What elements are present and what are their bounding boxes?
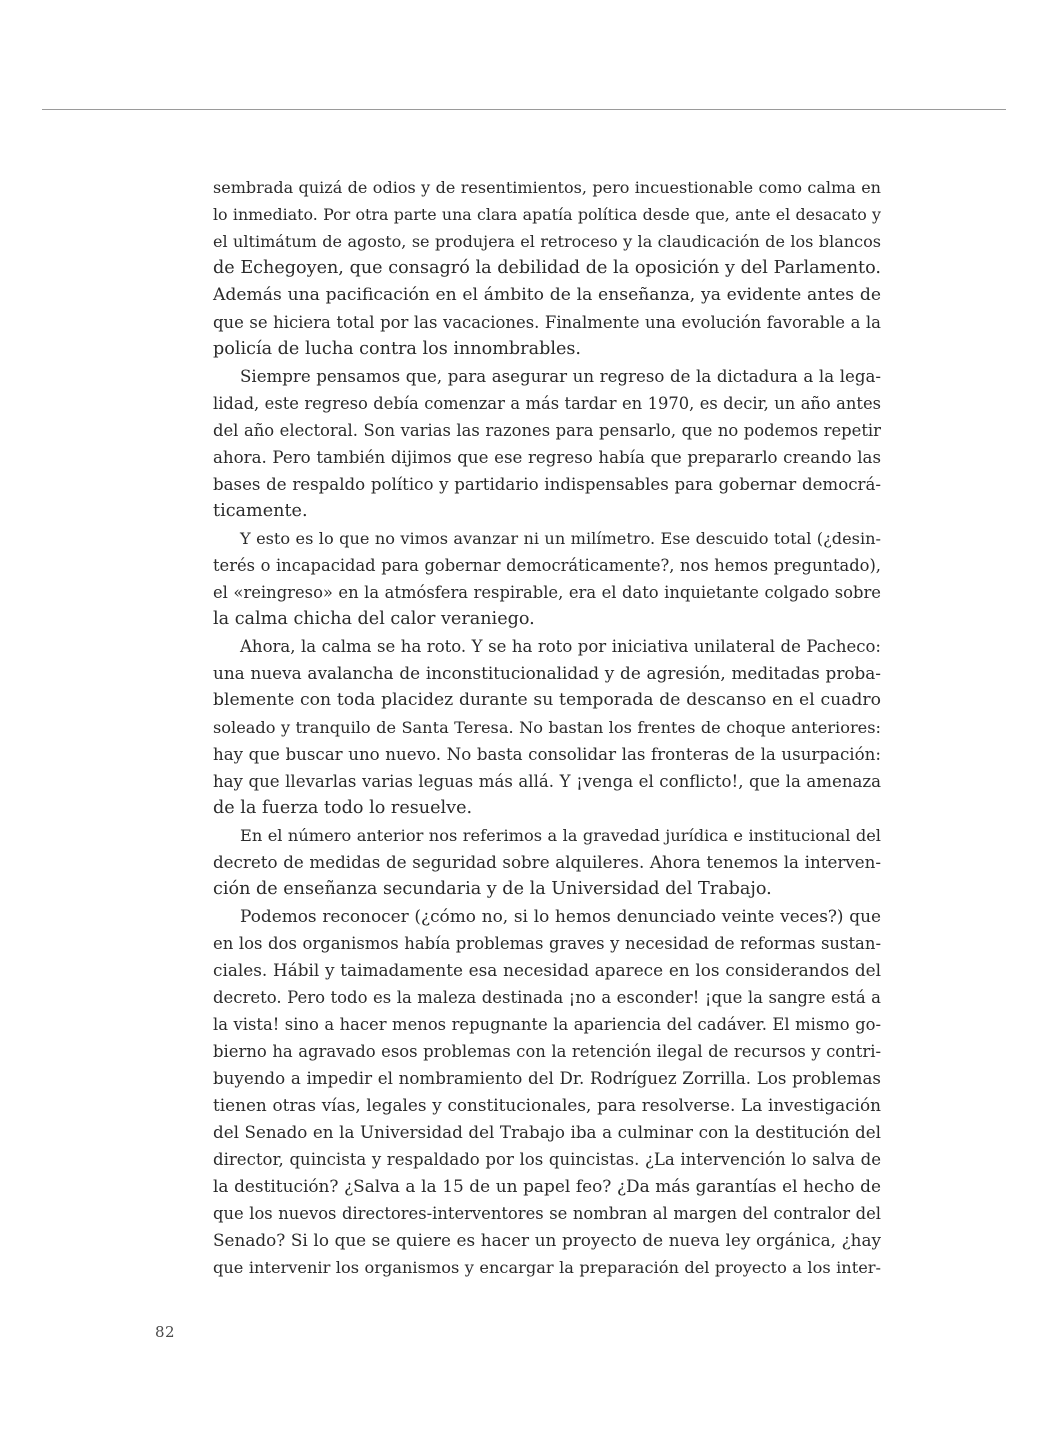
text-line: soleado y tranquilo de Santa Teresa. No bastan los frentes de choque anteriores:: [213, 718, 881, 737]
text-line: del Senado en la Universidad del Trabajo iba a culminar con la destitución del: [213, 1122, 881, 1142]
text-line: decreto. Pero todo es la maleza destinada ¡no a esconder! ¡que la sangre está a: [213, 988, 881, 1007]
text-line: decreto de medidas de seguridad sobre alquileres. Ahora tenemos la interven-: [213, 852, 881, 872]
page-number: 82: [155, 1323, 176, 1341]
text-line: que los nuevos directores-interventores se nombran al margen del contralor del: [213, 1204, 881, 1223]
text-line: la calma chicha del calor veraniego.: [213, 609, 535, 629]
text-line: hay que llevarlas varias leguas más allá. Y ¡venga el conflicto!, que la amenaza: [213, 772, 881, 791]
text-line: lo inmediato. Por otra parte una clara apatía política desde que, ante el desacato y: [213, 205, 881, 224]
text-line: policía de lucha contra los innombrables.: [213, 339, 581, 359]
text-line: que se hiciera total por las vacaciones. Finalmente una evolución favorable a la: [213, 313, 881, 332]
text-line: bases de respaldo político y partidario indispensables para gobernar democrá-: [213, 475, 881, 494]
text-line: Además una pacificación en el ámbito de la enseñanza, ya evidente antes de: [213, 285, 881, 305]
text-line: Y esto es lo que no vimos avanzar ni un milímetro. Ese descuido total (¿desin-: [240, 529, 881, 548]
text-line: Ahora, la calma se ha roto. Y se ha roto por iniciativa unilateral de Pacheco:: [240, 637, 881, 656]
text-line: de la fuerza todo lo resuelve.: [213, 798, 473, 818]
text-line: hay que buscar uno nuevo. No basta consolidar las fronteras de la usurpación:: [213, 745, 881, 764]
text-line: que intervenir los organismos y encargar la preparación del proyecto a los inter-: [213, 1258, 881, 1277]
text-line: el ultimátum de agosto, se produjera el retroceso y la claudicación de los blancos: [213, 232, 881, 251]
text-line: Siempre pensamos que, para asegurar un regreso de la dictadura a la lega-: [240, 367, 881, 386]
text-line: sembrada quizá de odios y de resentimientos, pero incuestionable como calma en: [213, 178, 881, 197]
text-line: En el número anterior nos referimos a la gravedad jurídica e institucional del: [240, 826, 881, 845]
text-line: ticamente.: [213, 501, 308, 521]
text-line: terés o incapacidad para gobernar democráticamente?, nos hemos preguntado),: [213, 556, 881, 575]
text-line: bierno ha agravado esos problemas con la retención ilegal de recursos y contri-: [213, 1042, 881, 1061]
text-line: ciales. Hábil y taimadamente esa necesidad aparece en los considerandos del: [213, 960, 881, 980]
text-line: una nueva avalancha de inconstitucionalidad y de agresión, meditadas proba-: [213, 663, 881, 683]
text-line: ción de enseñanza secundaria y de la Universidad del Trabajo.: [213, 879, 772, 899]
text-line: del año electoral. Son varias las razones para pensarlo, que no podemos repetir: [213, 421, 881, 440]
text-line: director, quincista y respaldado por los quincistas. ¿La intervención lo salva de: [213, 1150, 881, 1169]
text-line: el «reingreso» en la atmósfera respirable, era el dato inquietante colgado sobre: [213, 583, 881, 602]
body-text: [213, 174, 881, 1281]
text-line: Senado? Si lo que se quiere es hacer un proyecto de nueva ley orgánica, ¿hay: [213, 1230, 881, 1250]
header-rule: [42, 109, 1006, 110]
text-line: tienen otras vías, legales y constitucionales, para resolverse. La investigación: [213, 1095, 881, 1115]
text-line: Podemos reconocer (¿cómo no, si lo hemos denunciado veinte veces?) que: [240, 906, 881, 926]
text-line: ahora. Pero también dijimos que ese regreso había que prepararlo creando las: [213, 448, 881, 467]
text-line: buyendo a impedir el nombramiento del Dr. Rodríguez Zorrilla. Los problemas: [213, 1069, 881, 1088]
text-line: la vista! sino a hacer menos repugnante la apariencia del cadáver. El mismo go-: [213, 1015, 881, 1034]
text-line: la destitución? ¿Salva a la 15 de un papel feo? ¿Da más garantías el hecho de: [213, 1176, 881, 1196]
text-line: lidad, este regreso debía comenzar a más tardar en 1970, es decir, un año antes: [213, 394, 881, 413]
text-line: de Echegoyen, que consagró la debilidad de la oposición y del Parlamento.: [213, 258, 881, 278]
text-line: blemente con toda placidez durante su temporada de descanso en el cuadro: [213, 690, 881, 710]
text-line: en los dos organismos había problemas graves y necesidad de reformas sustan-: [213, 934, 881, 953]
